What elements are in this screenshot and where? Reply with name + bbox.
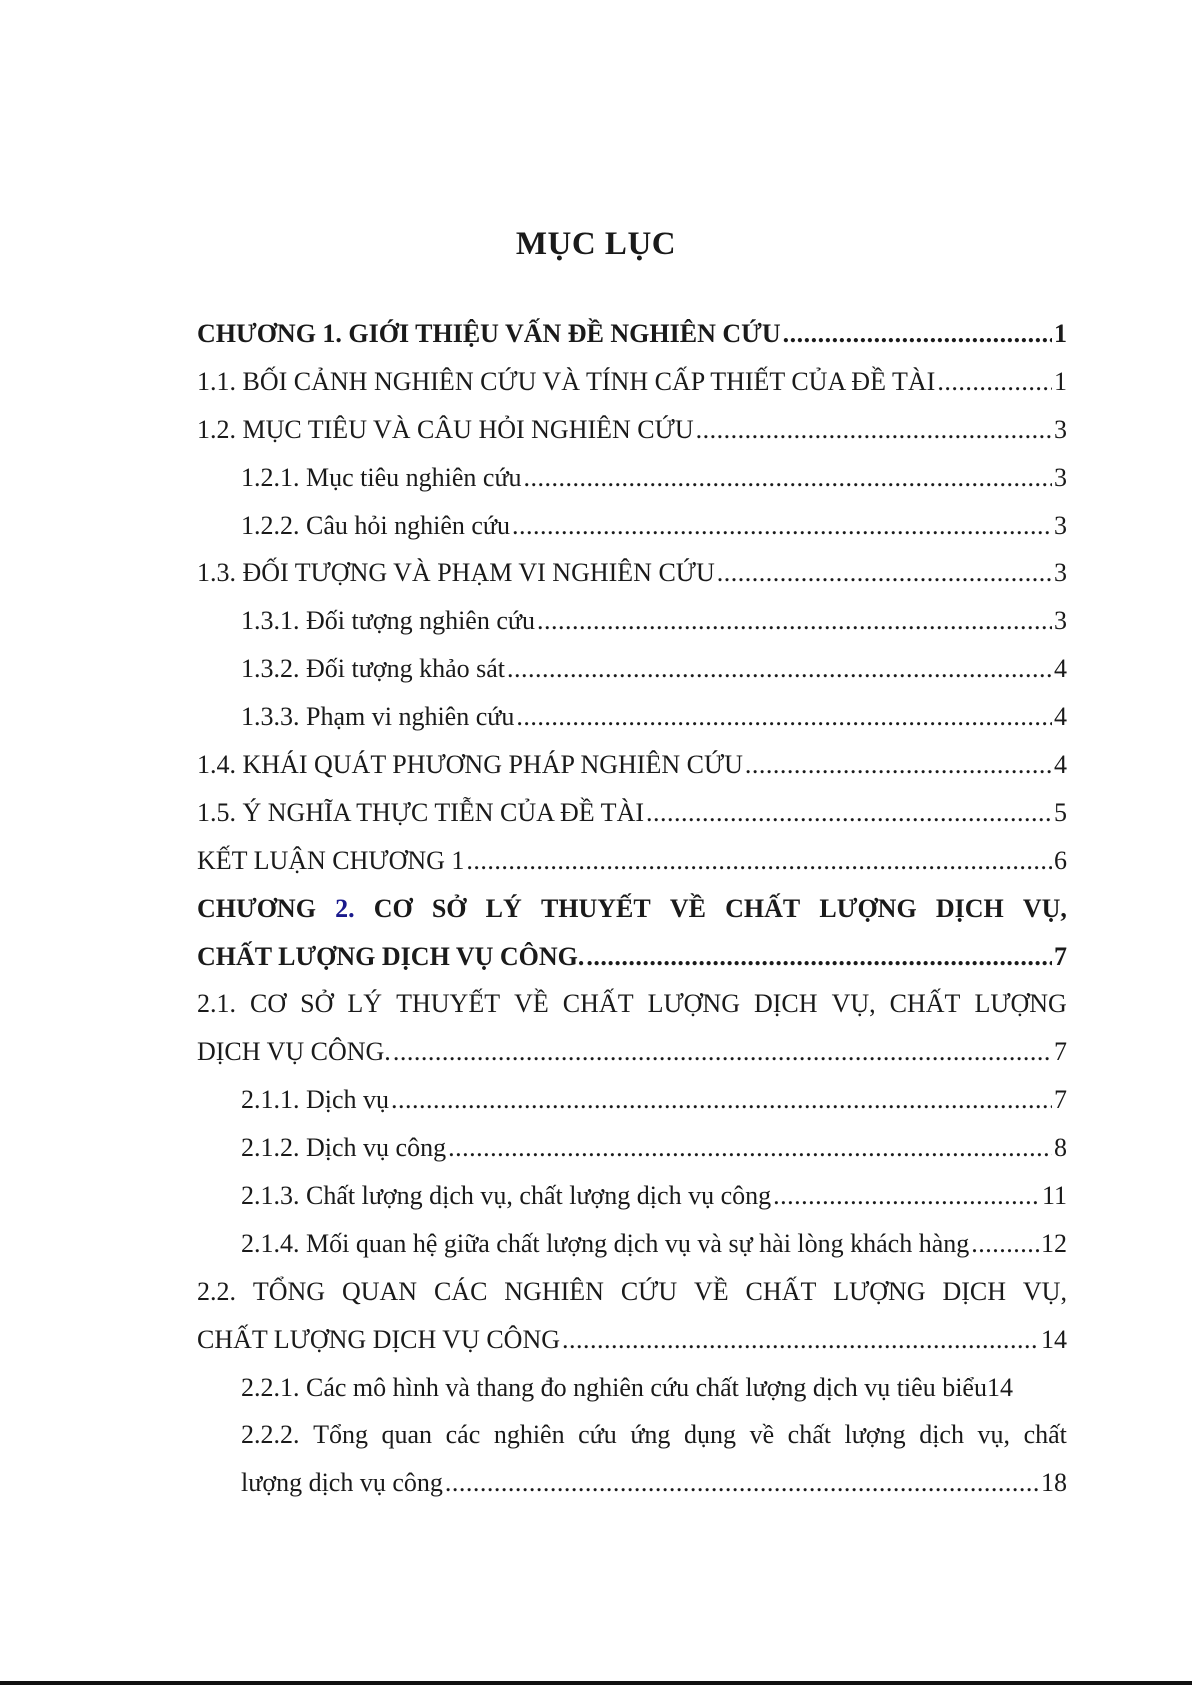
toc-entry-text: 2.2.1. Các mô hình và thang đo nghiên cứu chất lượng dịch vụ tiêu biểu xyxy=(241,1372,987,1402)
toc-entry-text: CHƯƠNG 1. GIỚI THIỆU VẤN ĐỀ NGHIÊN CỨU xyxy=(197,319,781,348)
toc-entry-2-1-2[interactable] xyxy=(197,1124,1067,1172)
dot-leader xyxy=(586,933,1052,981)
toc-entry-text: 2.1.4. Mối quan hệ giữa chất lượng dịch vụ và sự hài lòng khách hàng xyxy=(241,1228,970,1258)
toc-entry-text: 1.3.1. Đối tượng nghiên cứu xyxy=(241,606,535,636)
toc-entry-text: KẾT LUẬN CHƯƠNG 1 xyxy=(197,845,465,875)
toc-word: LÝ xyxy=(485,893,522,923)
toc-word: VỤ, xyxy=(1022,893,1067,923)
toc-title: MỤC LỤC xyxy=(515,226,677,262)
toc-entry-text: 1.2.1. Mục tiêu nghiên cứu xyxy=(241,462,522,492)
toc-entry-text: 2.1.1. Dịch vụ xyxy=(241,1085,390,1115)
toc-page-number: 7 xyxy=(1054,1037,1067,1067)
page-bottom-edge xyxy=(0,1681,1192,1685)
toc-word: CHẤT xyxy=(745,1276,817,1306)
toc-word: CHƯƠNG xyxy=(197,893,316,923)
toc-entry-2-2-2-line-1[interactable] xyxy=(197,1411,1067,1459)
toc-word: LƯỢNG xyxy=(833,1276,926,1306)
toc-page-number: 3 xyxy=(1054,606,1067,636)
toc-page-number: 14 xyxy=(986,1372,1013,1402)
toc-word: ứng xyxy=(630,1420,671,1450)
toc-word: CỨU xyxy=(620,1276,678,1306)
toc-entry-text: 1.2.2. Câu hỏi nghiên cứu xyxy=(241,510,511,540)
toc-word: NGHIÊN xyxy=(504,1276,604,1306)
toc-entry-2-2-line-1[interactable] xyxy=(197,1268,1067,1316)
toc-entry-2-2-2-line-2[interactable] xyxy=(197,1459,1067,1507)
toc-entry-chapter-2-line-2[interactable] xyxy=(197,933,1067,981)
toc-word: VỤ, xyxy=(1022,1276,1067,1306)
dot-leader xyxy=(507,645,1052,693)
dot-leader xyxy=(393,1028,1052,1076)
dot-leader xyxy=(646,789,1052,837)
toc-word: CƠ xyxy=(373,893,413,923)
dot-leader xyxy=(445,1459,1039,1507)
dot-leader xyxy=(448,1124,1052,1172)
toc-word: DỊCH xyxy=(754,989,818,1019)
toc-entry-chapter-2-line-1[interactable] xyxy=(197,885,1067,933)
justified-words xyxy=(197,980,1067,1028)
toc-page-number: 8 xyxy=(1054,1133,1067,1163)
justified-words xyxy=(197,885,1067,933)
toc-page-number: 12 xyxy=(1041,1228,1067,1258)
toc-word: 2.1. xyxy=(197,989,236,1019)
dot-leader xyxy=(524,454,1052,502)
toc-word: nghiên xyxy=(493,1420,565,1450)
toc-word: THUYẾT xyxy=(396,989,501,1019)
toc-word: DỊCH xyxy=(942,1276,1007,1306)
toc-page-number: 5 xyxy=(1054,797,1067,827)
toc-entry-2-1-line-1[interactable] xyxy=(197,980,1067,1028)
toc-page-number: 3 xyxy=(1054,510,1067,540)
toc-word: TỔNG xyxy=(252,1276,326,1306)
justified-words xyxy=(197,1268,1067,1316)
toc-word: CÁC xyxy=(433,1276,488,1306)
toc-word: 2.2.2. xyxy=(241,1420,300,1450)
toc-page-number: 1 xyxy=(1054,366,1067,396)
dot-leader xyxy=(391,1076,1052,1124)
toc-entry-1-5[interactable] xyxy=(197,789,1067,837)
toc-word: về xyxy=(749,1420,775,1450)
toc-entry-1-2[interactable] xyxy=(197,406,1067,454)
toc-word: VỤ, xyxy=(831,989,876,1019)
toc-entry-text: 1.3. ĐỐI TƯỢNG VÀ PHẠM VI NGHIÊN CỨU xyxy=(197,558,715,588)
dot-leader xyxy=(537,597,1052,645)
toc-entry-2-1-line-2[interactable] xyxy=(197,1028,1067,1076)
toc-page-number: 3 xyxy=(1054,558,1067,588)
toc-page-number: 3 xyxy=(1054,462,1067,492)
toc-entry-1-3[interactable] xyxy=(197,549,1067,597)
toc-entry-text: 1.1. BỐI CẢNH NGHIÊN CỨU VÀ TÍNH CẤP THIẾT CỦA ĐỀ TÀI xyxy=(197,366,936,396)
toc-entry-text: 1.3.3. Phạm vi nghiên cứu xyxy=(241,702,515,732)
toc-word: quan xyxy=(381,1420,433,1450)
toc-entry-1-3-1[interactable] xyxy=(197,597,1067,645)
dot-leader xyxy=(466,837,1052,885)
toc-page-number: 6 xyxy=(1054,845,1067,875)
toc-word: CHẤT xyxy=(889,989,961,1019)
toc-word: dịch xyxy=(919,1420,964,1450)
toc-word: THUYẾT xyxy=(540,893,651,923)
table-of-contents xyxy=(197,310,1067,1507)
toc-entry-2-1-4[interactable] xyxy=(197,1220,1067,1268)
toc-entry-2-2-line-2[interactable] xyxy=(197,1316,1067,1364)
toc-word: SỞ xyxy=(431,893,467,923)
dot-leader xyxy=(937,358,1052,406)
toc-word: VỀ xyxy=(694,1276,729,1306)
toc-word: 2. xyxy=(335,893,355,923)
toc-word: LƯỢNG xyxy=(974,989,1067,1019)
toc-entry-text: CHẤT LƯỢNG DỊCH VỤ CÔNG. xyxy=(197,941,585,971)
toc-word: LƯỢNG xyxy=(647,989,740,1019)
justified-words xyxy=(241,1411,1067,1459)
toc-entry-2-1-3[interactable] xyxy=(197,1172,1067,1220)
toc-entry-text: 1.4. KHÁI QUÁT PHƯƠNG PHÁP NGHIÊN CỨU xyxy=(197,750,743,780)
toc-word: dụng xyxy=(684,1420,736,1450)
toc-entry-2-2-1[interactable] xyxy=(197,1364,1067,1412)
toc-page-number: 1 xyxy=(1054,319,1067,348)
toc-entry-text: 1.2. MỤC TIÊU VÀ CÂU HỎI NGHIÊN CỨU xyxy=(197,414,694,444)
toc-entry-text: 1.3.2. Đối tượng khảo sát xyxy=(241,654,505,684)
dot-leader xyxy=(745,741,1052,789)
dot-leader xyxy=(773,1172,1040,1220)
toc-entry-1-3-2[interactable] xyxy=(197,645,1067,693)
toc-entry-text: DỊCH VỤ CÔNG. xyxy=(197,1037,391,1067)
toc-word: Tổng xyxy=(313,1420,368,1450)
toc-word: VỀ xyxy=(669,893,707,923)
toc-entry-1-2-1[interactable] xyxy=(197,454,1067,502)
toc-entry-text: 2.1.3. Chất lượng dịch vụ, chất lượng dịch vụ công xyxy=(241,1181,772,1211)
toc-word: CHẤT xyxy=(562,989,634,1019)
toc-word: SỞ xyxy=(300,989,334,1019)
toc-word: lượng xyxy=(844,1420,906,1450)
toc-entry-text: CHẤT LƯỢNG DỊCH VỤ CÔNG xyxy=(197,1324,560,1354)
dot-leader xyxy=(696,406,1052,454)
toc-word: chất xyxy=(787,1420,831,1450)
dot-leader xyxy=(512,502,1052,550)
dot-leader xyxy=(516,693,1052,741)
toc-word: CƠ xyxy=(250,989,287,1019)
toc-page-number: 3 xyxy=(1054,414,1067,444)
toc-entry-chapter-1[interactable] xyxy=(197,310,1067,358)
toc-word: LƯỢNG xyxy=(819,893,917,923)
toc-page-number: 7 xyxy=(1054,941,1067,971)
toc-entry-1-2-2[interactable] xyxy=(197,502,1067,550)
toc-page-number: 4 xyxy=(1054,654,1067,684)
toc-word: chất xyxy=(1023,1420,1067,1450)
toc-entry-text: 1.5. Ý NGHĨA THỰC TIỄN CỦA ĐỀ TÀI xyxy=(197,797,645,827)
toc-entry-2-1-1[interactable] xyxy=(197,1076,1067,1124)
toc-word: QUAN xyxy=(341,1276,418,1306)
toc-word: 2.2. xyxy=(197,1276,236,1306)
toc-word: vụ, xyxy=(977,1420,1011,1450)
toc-word: DỊCH xyxy=(935,893,1004,923)
toc-page-number: 7 xyxy=(1054,1085,1067,1115)
toc-word: VỀ xyxy=(514,989,549,1019)
toc-entry-text: lượng dịch vụ công xyxy=(241,1468,443,1498)
toc-word: các xyxy=(445,1420,481,1450)
dot-leader xyxy=(717,549,1052,597)
toc-word: cứu xyxy=(578,1420,617,1450)
toc-page-number: 4 xyxy=(1054,702,1067,732)
dot-leader xyxy=(783,310,1052,358)
toc-entry-chapter-1-conclusion[interactable] xyxy=(197,837,1067,885)
dot-leader xyxy=(562,1316,1039,1364)
toc-page-number: 4 xyxy=(1054,750,1067,780)
toc-entry-1-4[interactable] xyxy=(197,741,1067,789)
toc-page-number: 18 xyxy=(1041,1468,1067,1498)
toc-page-number: 11 xyxy=(1041,1181,1067,1211)
dot-leader xyxy=(971,1220,1039,1268)
toc-word: CHẤT xyxy=(725,893,801,923)
toc-entry-1-3-3[interactable] xyxy=(197,693,1067,741)
toc-page-number: 14 xyxy=(1041,1324,1067,1354)
toc-word: LÝ xyxy=(347,989,383,1019)
toc-entry-text: 2.1.2. Dịch vụ công xyxy=(241,1133,447,1163)
toc-entry-1-1[interactable] xyxy=(197,358,1067,406)
